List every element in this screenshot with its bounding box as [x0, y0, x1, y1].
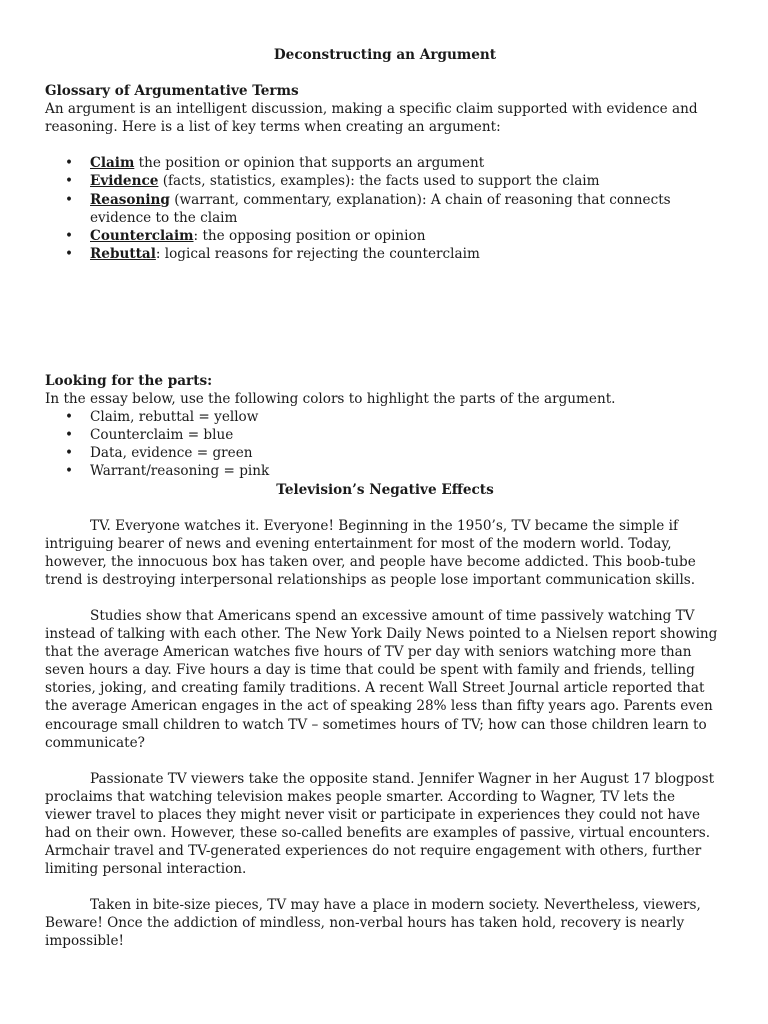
document-page — [45, 46, 725, 951]
glossary-item-rebuttal — [45, 245, 725, 263]
glossary-intro: An argument is an intelligent discussion, making a specific claim supported with evidence and reasoning. Here is a list of key terms when creating an argument: — [45, 101, 698, 136]
glossary-list — [45, 154, 725, 263]
term-label: Counterclaim — [90, 227, 194, 244]
term-definition: (facts, statistics, examples): the facts used to support the claim — [158, 173, 600, 190]
color-key-item: • Data, evidence = green — [45, 444, 725, 462]
glossary-item-claim — [45, 154, 725, 172]
term-definition: : the opposing position or opinion — [193, 227, 426, 244]
term-definition: : logical reasons for rejecting the counterclaim — [155, 245, 480, 262]
essay-paragraph: TV. Everyone watches it. Everyone! Beginning in the 1950’s, TV became the simple if intriguing bearer of news and evening entertainment for most of the modern world. Today, however, the innocuous box has taken over, and people have become addicted. This boob-tube trend is destroying interpersonal relationships as people lose important communication skills. — [45, 517, 696, 588]
document-title: Deconstructing an Argument — [273, 47, 497, 63]
color-key-list — [45, 408, 725, 480]
term-label: Reasoning — [90, 191, 170, 208]
parts-heading: Looking for the parts: — [45, 372, 213, 389]
glossary-item-counterclaim — [45, 227, 725, 245]
glossary-heading: Glossary of Argumentative Terms — [45, 83, 299, 100]
parts-intro: In the essay below, use the following colors to highlight the parts of the argument. — [45, 391, 616, 408]
term-label: Claim — [90, 155, 135, 172]
term-definition: (warrant, commentary, explanation): A chain of reasoning that connects evidence to the claim — [90, 191, 671, 226]
essay-title: Television’s Negative Effects — [276, 481, 494, 498]
essay-paragraph: Passionate TV viewers take the opposite stand. Jennifer Wagner in her August 17 blogpost proclaims that watching television makes people smarter. According to Wagner, TV lets the viewer travel to places they might never visit or participate in experiences they could not have had on their own. However, these so-called benefits are examples of passive, virtual encounters. Armchair travel and TV-generated experiences do not require engagement with others, further limiting personal interaction. — [45, 770, 715, 878]
term-label: Evidence — [90, 173, 159, 190]
color-key-item: • Counterclaim = blue — [45, 426, 725, 444]
essay-paragraph: Studies show that Americans spend an excessive amount of time passively watching TV instead of talking with each other. The New York Daily News pointed to a Nielsen report showing that the average American watches five hours of TV per day with seniors watching more than seven hours a day. Five hours a day is time that could be spent with family and friends, telling stories, joking, and creating family traditions. A recent Wall Street Journal article reported that the average American engages in the act of speaking 28% less than fifty years ago. Parents even encourage small children to watch TV – sometimes hours of TV; how can those children learn to communicate? — [45, 607, 718, 751]
glossary-item-reasoning — [45, 191, 725, 227]
color-key-item: • Claim, rebuttal = yellow — [45, 408, 725, 426]
color-key-item: • Warrant/reasoning = pink — [45, 462, 725, 480]
term-label: Rebuttal — [90, 245, 156, 262]
glossary-item-evidence — [45, 172, 725, 190]
essay-paragraph: Taken in bite-size pieces, TV may have a place in modern society. Nevertheless, viewers, Beware! Once the addiction of mindless, non-verbal hours has taken hold, recovery is nearly impossible! — [45, 897, 701, 950]
term-definition: the position or opinion that supports an argument — [134, 155, 485, 172]
